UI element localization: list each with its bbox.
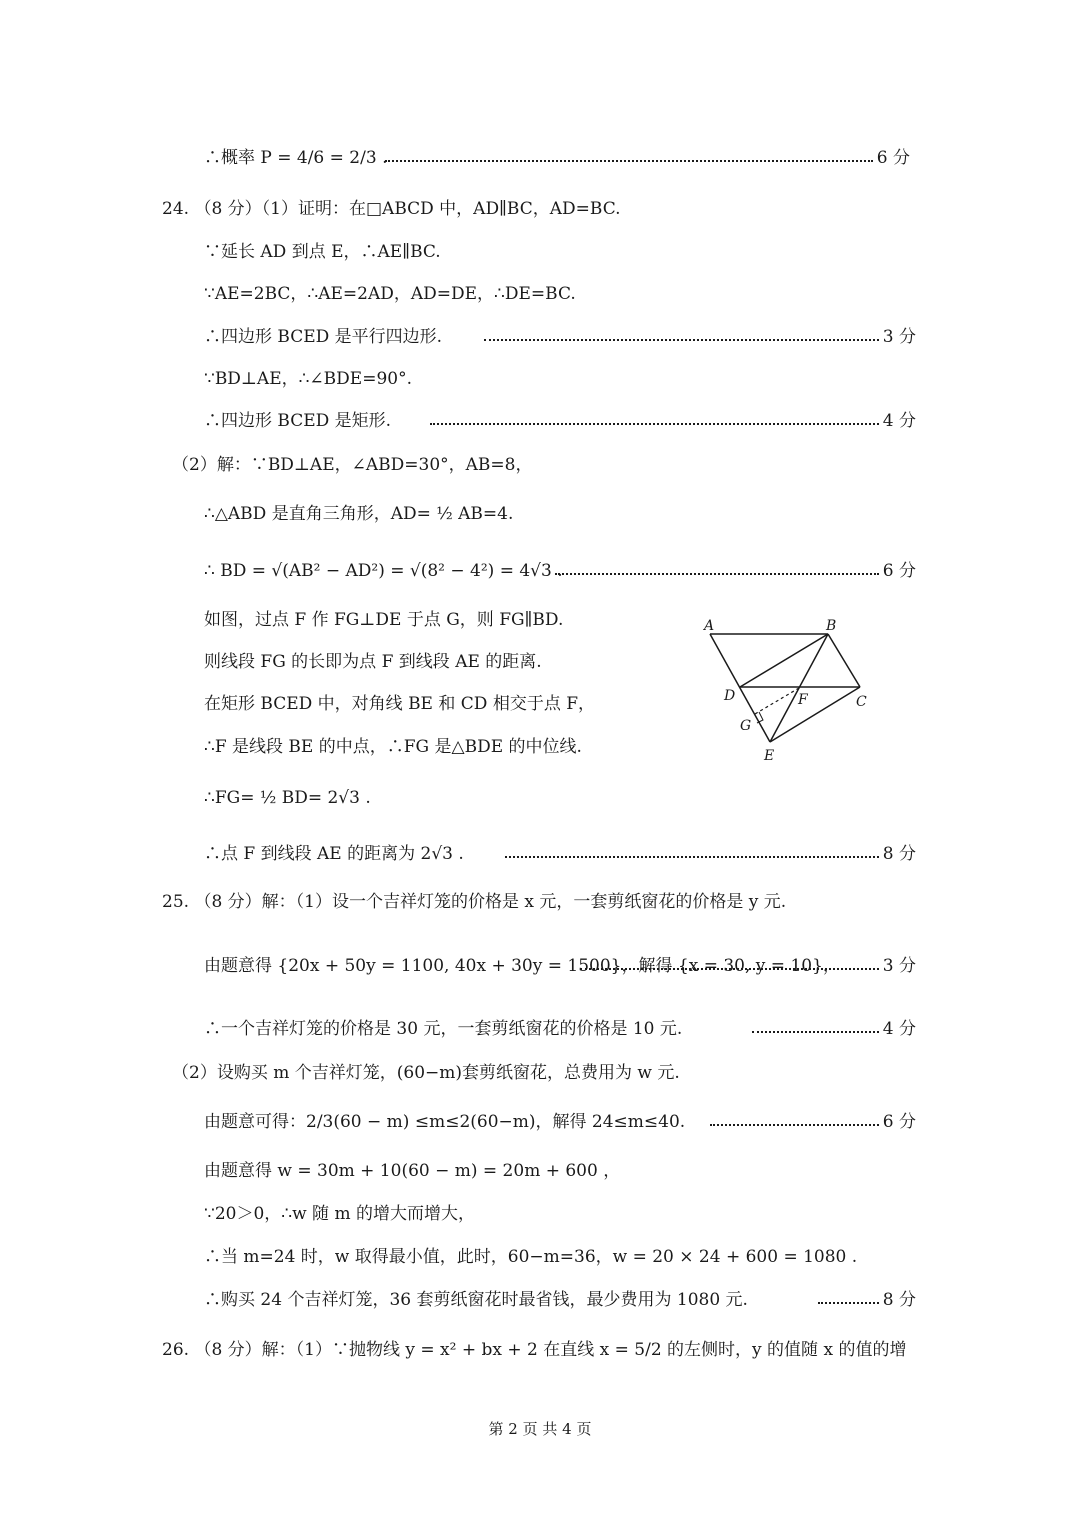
q24-line: ∴四边形 BCED 是矩形. — [204, 411, 392, 431]
q25-line: 由题意得 w = 30m + 10(60 − m) = 20m + 600 ， — [204, 1161, 621, 1181]
q25-line: 由题意得 {20x + 50y = 1100, 40x + 30y = 1500}，解得 {x = 30, y = 10}， — [204, 956, 840, 976]
points-marker — [555, 559, 916, 583]
q25-line: ∴一个吉祥灯笼的价格是 30 元，一套剪纸窗花的价格是 10 元. — [204, 1019, 683, 1039]
points-marker — [484, 325, 916, 349]
points-label: 6 分 — [876, 148, 910, 168]
q24-line: 则线段 FG 的长即为点 F 到线段 AE 的距离. — [204, 652, 542, 672]
points-marker — [580, 954, 916, 978]
q26-heading: 26. （8 分）解：（1）∵抛物线 y = x² + bx + 2 在直线 x = 5/2 的左侧时，y 的值随 x 的值的增 — [162, 1340, 907, 1360]
label-g: G — [740, 718, 752, 734]
dot-leader — [710, 1114, 879, 1126]
dot-leader — [818, 1292, 879, 1304]
points-label: 4 分 — [882, 1019, 916, 1039]
q25-line: ∴购买 24 个吉祥灯笼，36 套剪纸窗花时最省钱，最少费用为 1080 元. — [204, 1290, 748, 1310]
q24-line: 在矩形 BCED 中，对角线 BE 和 CD 相交于点 F， — [204, 694, 596, 714]
q24-line: ∵延长 AD 到点 E，∴AE∥BC. — [204, 242, 441, 262]
q24-line: ∴点 F 到线段 AE 的距离为 2√3 . — [204, 844, 464, 864]
q25-line: ∴当 m=24 时，w 取得最小值，此时，60−m=36，w = 20 × 24 + 600 = 1080 . — [204, 1247, 858, 1267]
points-marker — [752, 1017, 916, 1041]
segment-bc — [828, 634, 860, 687]
label-a: A — [704, 618, 715, 634]
segment-ce — [770, 687, 860, 742]
points-label: 4 分 — [882, 411, 916, 431]
points-marker — [430, 409, 916, 433]
points-marker — [710, 1110, 916, 1134]
label-e: E — [764, 748, 775, 764]
q24-heading: 24. （8 分）（1）证明：在□ABCD 中，AD∥BC，AD=BC. — [162, 199, 621, 219]
q24-line: ∵BD⊥AE，∴∠BDE=90°. — [204, 369, 412, 389]
dot-leader — [385, 150, 873, 162]
points-label: 3 分 — [882, 956, 916, 976]
label-d: D — [724, 688, 736, 704]
q24-line: ∴FG= ½ BD= 2√3 . — [204, 788, 371, 808]
dot-leader — [580, 958, 879, 970]
points-marker — [385, 146, 910, 170]
page-footer: 第 2 页 共 4 页 — [488, 1420, 592, 1438]
q24-line: ∴四边形 BCED 是平行四边形. — [204, 327, 443, 347]
q25-line: ∵20＞0，∴w 随 m 的增大而增大， — [204, 1204, 475, 1224]
points-label: 3 分 — [882, 327, 916, 347]
label-b: B — [826, 618, 837, 634]
dot-leader — [752, 1021, 879, 1033]
label-f: F — [798, 692, 808, 708]
segment-bd — [740, 634, 828, 687]
label-c: C — [856, 694, 867, 710]
q24-line: ∴F 是线段 BE 的中点，∴FG 是△BDE 的中位线. — [204, 737, 582, 757]
line-probability: ∴概率 P = 4/6 = 2/3 . — [204, 148, 388, 168]
points-label: 6 分 — [882, 561, 916, 581]
q24-line: ∵AE=2BC，∴AE=2AD，AD=DE，∴DE=BC. — [204, 284, 576, 304]
points-marker — [818, 1288, 916, 1312]
q24-line: 如图，过点 F 作 FG⊥DE 于点 G，则 FG∥BD. — [204, 610, 564, 630]
dot-leader — [430, 413, 879, 425]
points-label: 6 分 — [882, 1112, 916, 1132]
q25-part2-heading: （2）设购买 m 个吉祥灯笼，(60−m)套剪纸窗花，总费用为 w 元. — [172, 1063, 680, 1083]
dot-leader — [505, 846, 879, 858]
geometry-figure — [700, 612, 880, 772]
points-label: 8 分 — [882, 1290, 916, 1310]
q25-line: 由题意可得：2/3(60 − m) ≤m≤2(60−m)，解得 24≤m≤40. — [204, 1112, 686, 1132]
dot-leader — [555, 563, 879, 575]
q24-line: ∴ BD = √(AB² − AD²) = √(8² − 4²) = 4√3 . — [204, 561, 563, 581]
q24-part2-heading: （2）解：∵BD⊥AE，∠ABD=30°，AB=8， — [172, 455, 533, 475]
dot-leader — [484, 329, 879, 341]
points-marker — [505, 842, 916, 866]
q25-heading: 25. （8 分）解：（1）设一个吉祥灯笼的价格是 x 元，一套剪纸窗花的价格是 y 元. — [162, 892, 787, 912]
q24-line: ∴△ABD 是直角三角形，AD= ½ AB=4. — [204, 504, 514, 524]
points-label: 8 分 — [882, 844, 916, 864]
